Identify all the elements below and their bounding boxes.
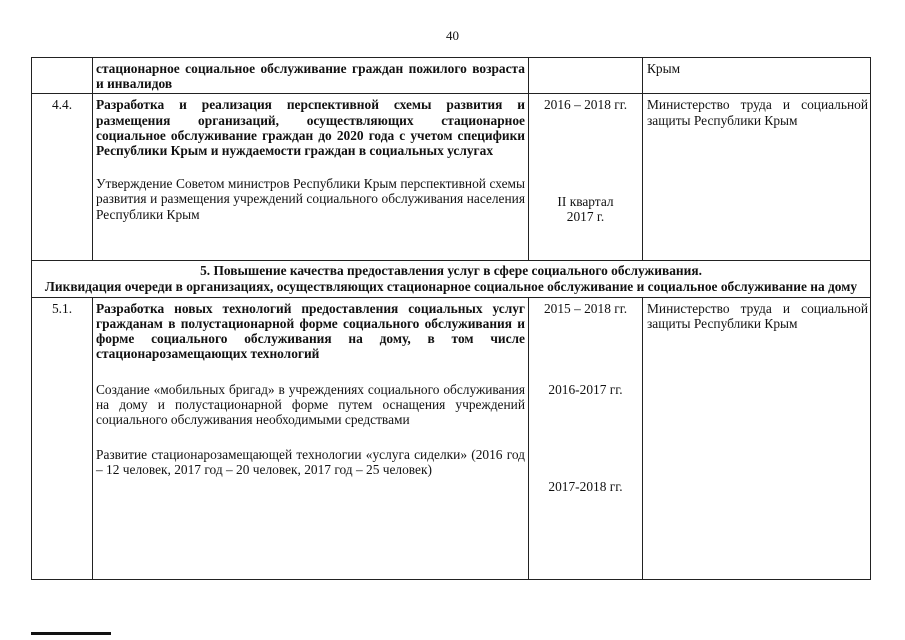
footnote-separator <box>31 632 111 635</box>
measure-executor: Министерство труда и социальной защиты Республики Крым <box>643 94 871 261</box>
row-number <box>32 58 93 94</box>
measure-term <box>529 94 643 261</box>
row-number: 5.1. <box>32 297 93 579</box>
measure-description: стационарное социальное обслуживание граждан пожилого возраста и инвалидов <box>93 58 529 94</box>
term-main: 2016 – 2018 гг. <box>543 97 628 113</box>
term-sub: 2017-2018 гг. <box>548 479 623 495</box>
measure-term <box>529 297 643 579</box>
section-title-line1: 5. Повышение качества предоставления услуг в сфере социального обслуживания. <box>200 263 702 279</box>
page-number: 40 <box>446 28 459 43</box>
measure-term <box>529 58 643 94</box>
measures-table <box>31 57 871 580</box>
term-main: 2015 – 2018 гг. <box>543 300 628 316</box>
section-title <box>32 261 871 297</box>
measure-executor: Министерство труда и социальной защиты Республики Крым <box>643 297 871 579</box>
measure-description <box>93 94 529 261</box>
measure-sub-text: Утверждение Советом министров Республики Крым перспективной схемы развития и размещения учреждений социального обслуживания населения Республики Крым <box>96 176 525 222</box>
term-sub-year: 2017 г. <box>566 208 605 224</box>
table-row <box>32 94 871 261</box>
term-sub: 2016-2017 гг. <box>548 382 623 398</box>
measure-main-text: Разработка и реализация перспективной схемы развития и размещения организаций, осуществляющих стационарное социальное обслуживание граждан до 2020 года с учетом специфики Республики Крым и нуждаемости граждан в социальных услугах <box>96 97 525 159</box>
measure-sub-text: Создание «мобильных бригад» в учреждениях социального обслуживания на дому и полустационарной форме путем оснащения учреждений социального обслуживания необходимыми средствами <box>96 381 525 428</box>
table-row <box>32 297 871 579</box>
term-sub-quarter: II квартал <box>557 193 614 209</box>
table-row <box>32 58 871 94</box>
measure-executor: Крым <box>643 58 871 94</box>
row-number: 4.4. <box>32 94 93 261</box>
section-header-row <box>32 261 871 297</box>
measure-main-text: Разработка новых технологий предоставления социальных услуг гражданам в полустационарной форме социального обслуживания и форме социального обслуживания на дому, в том числе стационарозамещающих технологий <box>96 300 525 362</box>
section-title-line2: Ликвидация очереди в организациях, осуществляющих стационарное социальное обслуживание и социальное обслуживание на дому <box>44 278 858 294</box>
measure-description <box>93 297 529 579</box>
measure-sub-text: Развитие стационарозамещающей технологии «услуга сиделки» (2016 год – 12 человек, 2017 год – 20 человек, 2017 год – 25 человек) <box>96 447 525 478</box>
